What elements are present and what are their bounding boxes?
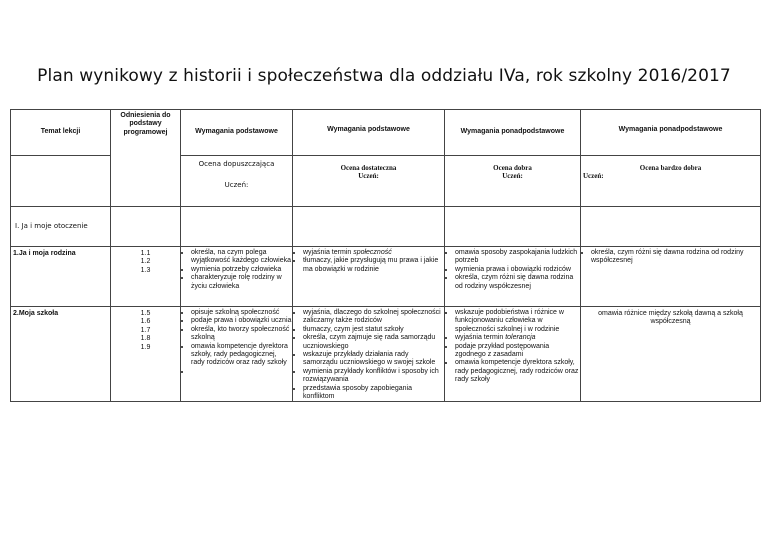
code: 1.8 (140, 335, 151, 343)
list-item: • wymienia przykłady konfliktów i sposoby ich rozwiązywania (303, 368, 444, 385)
grade-dopuszczajaca-pupil: Uczeń: (224, 181, 249, 190)
list-item: • wyjaśnia termin społeczność (303, 249, 444, 257)
lesson-plan-table (10, 109, 761, 402)
grade-dobra-pupil: Uczeń: (502, 172, 523, 181)
table-row (11, 307, 761, 402)
list-item: • podaje prawa i obowiązki ucznia (191, 317, 292, 325)
list-item: • przedstawia sposoby zapobiegania konfliktom (303, 385, 444, 402)
req-bardzo-dobra (581, 247, 761, 307)
req-dopuszczajaca (181, 307, 293, 402)
req-dostateczna (293, 247, 445, 307)
list-item: • wyjaśnia, dlaczego do szkolnej społeczności zaliczamy także rodziców (303, 309, 444, 326)
grades-topic-empty (11, 156, 111, 207)
code: 1.9 (140, 343, 151, 351)
code: 1.1 (140, 250, 151, 257)
list-item: • podaje przykład postępowania zgodnego z zasadami (455, 343, 580, 360)
section-title: I. Ja i moje otoczenie (11, 207, 111, 247)
grade-dostateczna-pupil: Uczeń: (358, 172, 379, 181)
header-req-4: Wymagania ponadpodstawowe (581, 110, 761, 156)
code: 1.3 (140, 266, 151, 274)
list-item: • określa, na czym polega wyjątkowość każdego człowieka (191, 249, 292, 266)
header-req-3: Wymagania ponadpodstawowe (445, 110, 581, 156)
list-item: • wymienia potrzeby człowieka (191, 266, 292, 274)
req-dostateczna (293, 307, 445, 402)
grade-bardzo-dobra-label: Ocena bardzo dobra (639, 164, 702, 172)
req-dobra (445, 247, 581, 307)
topic-cell: 1.Ja i moja rodzina (11, 247, 111, 307)
req-dobra (445, 307, 581, 402)
code: 1.5 (140, 310, 151, 317)
list-item: • omawia sposoby zaspokajania ludzkich potrzeb (455, 249, 580, 266)
list-item (191, 368, 292, 376)
page-title: Plan wynikowy z historii i społeczeństwa dla oddziału IVa, rok szkolny 2016/2017 (37, 66, 731, 86)
list-item: • tłumaczy, czym jest statut szkoły (303, 326, 444, 334)
section-row (11, 207, 761, 247)
req-dopuszczajaca (181, 247, 293, 307)
code: 1.7 (140, 326, 151, 334)
grade-dobra-label: Ocena dobra (493, 164, 532, 172)
curriculum-codes (111, 307, 181, 402)
grade-dobra (445, 156, 581, 207)
grade-bardzo-dobra-pupil: Uczeń: (583, 172, 604, 181)
grade-bardzo-dobra (581, 156, 761, 207)
topic-cell: 2.Moja szkoła (11, 307, 111, 402)
header-req-1: Wymagania podstawowe (181, 110, 293, 156)
list-item: • określa, czym różni się dawna rodzina od rodziny współczesnej (455, 274, 580, 291)
code: 1.2 (140, 258, 151, 266)
table-row (11, 247, 761, 307)
list-item: • wskazuje podobieństwa i różnice w funkcjonowaniu człowieka w społeczności szkolnej i w rodzinie (455, 309, 580, 334)
list-item: • tłumaczy, jakie przysługują mu prawa i jakie ma obowiązki w rodzinie (303, 257, 444, 274)
list-item: • charakteryzuje rolę rodziny w życiu człowieka (191, 274, 292, 291)
grade-dopuszczajaca (181, 156, 293, 207)
code: 1.6 (140, 318, 151, 326)
header-req-2: Wymagania podstawowe (293, 110, 445, 156)
list-item: • wyjaśnia termin tolerancja (455, 334, 580, 342)
list-item: • wymienia prawa i obowiązki rodziców (455, 266, 580, 274)
header-topic: Temat lekcji (11, 110, 111, 156)
header-row (11, 110, 761, 156)
list-item: • określa, czym zajmuje się rada samorządu uczniowskiego (303, 334, 444, 351)
header-curriculum: Odniesienia do podstawy programowej (111, 110, 181, 207)
grade-dostateczna (293, 156, 445, 207)
grade-dostateczna-label: Ocena dostateczna (340, 164, 397, 172)
list-item: • omawia kompetencje dyrektora szkoły, rady pedagogicznej, rady rodziców oraz rady szkoły (455, 359, 580, 384)
list-item: • określa, czym różni się dawna rodzina od rodziny współczesnej (591, 249, 760, 266)
req-bardzo-dobra: omawia różnice między szkołą dawną a szkołą współczesną (581, 307, 761, 402)
list-item: • omawia kompetencje dyrektora szkoły, rady pedagogicznej, rady rodziców oraz rady szkoły (191, 343, 292, 368)
list-item: • wskazuje przykłady działania rady samorządu uczniowskiego w swojej szkole (303, 351, 444, 368)
list-item: • określa, kto tworzy społeczność szkolną (191, 326, 292, 343)
curriculum-codes (111, 247, 181, 307)
grade-dopuszczajaca-label: Ocena dopuszczająca (198, 160, 275, 168)
list-item: • opisuje szkolną społeczność (191, 309, 292, 317)
